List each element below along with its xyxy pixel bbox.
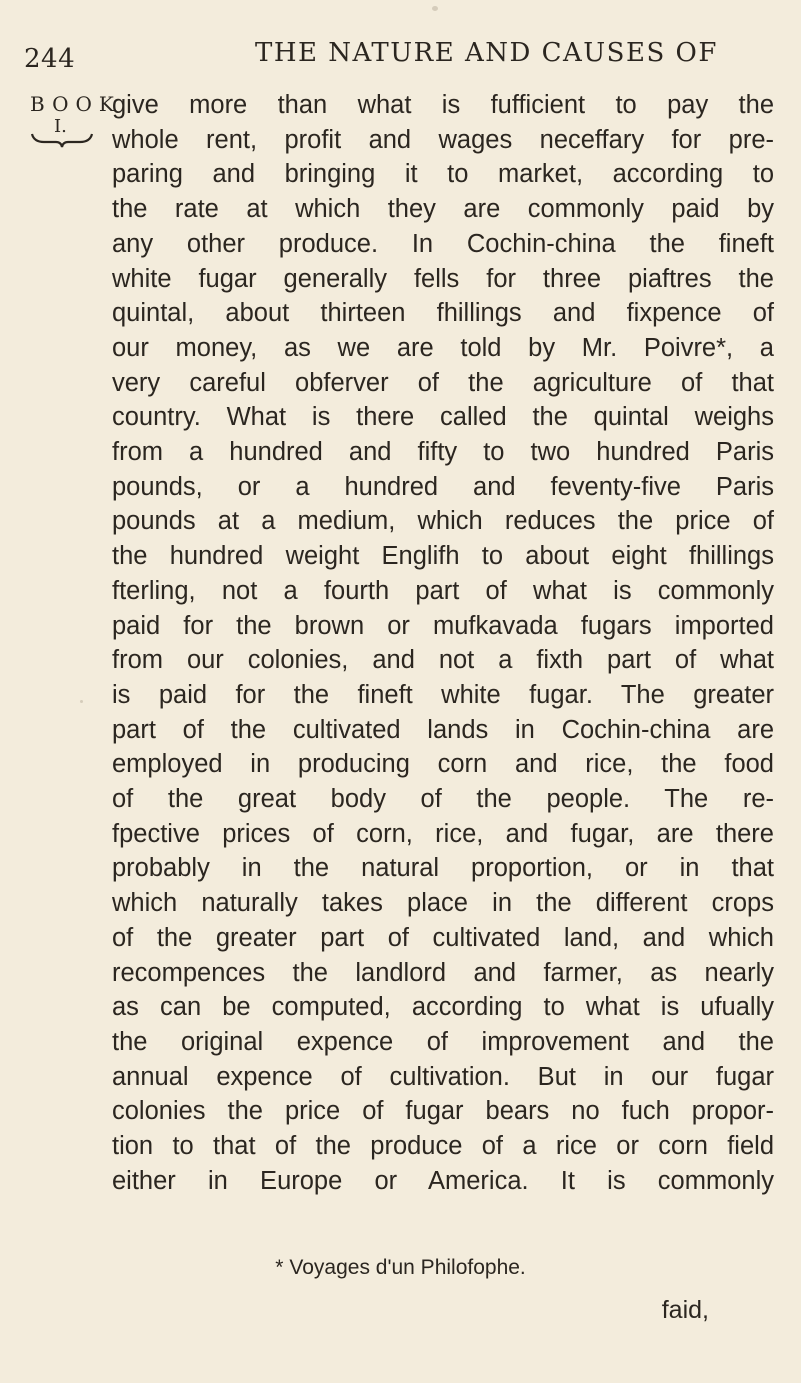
text-line: is paid for the fineft white fugar. The greater	[112, 680, 774, 709]
text-line: the original expence of improvement and the	[112, 1027, 774, 1056]
text-line: which naturally takes place in the different crops	[112, 889, 774, 918]
footnote-text: Voyages d'un Philofophe.	[289, 1256, 526, 1279]
text-line: the hundred weight Englifh to about eight fhillings	[112, 542, 774, 571]
text-line: from our colonies, and not a fixth part of what	[112, 646, 774, 675]
catchword: faid,	[661, 1296, 709, 1324]
text-line: pounds at a medium, which reduces the price of	[112, 507, 774, 536]
text-line: give more than what is fufficient to pay the	[112, 91, 774, 119]
margin-brace-icon	[30, 130, 94, 148]
text-line: tion to that of the produce of a rice or corn field	[112, 1132, 774, 1161]
text-line: recompences the landlord and farmer, as nearly	[112, 958, 774, 987]
text-line: from a hundred and fifty to two hundred Paris	[112, 438, 774, 467]
text-line: very careful obferver of the agriculture of that	[112, 368, 774, 397]
margin-volume-number: I.	[54, 116, 67, 137]
text-line: of the greater part of cultivated land, and which	[112, 923, 774, 952]
text-line: colonies the price of fugar bears no fuch propor-	[112, 1097, 774, 1126]
text-line: white fugar generally fells for three piaftres the	[112, 264, 774, 293]
text-line: part of the cultivated lands in Cochin-china are	[112, 715, 774, 744]
running-title: THE NATURE AND CAUSES OF	[255, 38, 718, 68]
text-line: pounds, or a hundred and feventy-five Paris	[112, 472, 774, 501]
text-line: our money, as we are told by Mr. Poivre*, a	[112, 333, 774, 362]
text-line: probably in the natural proportion, or in that	[112, 854, 774, 883]
text-line: either in Europe or America. It is commonly	[112, 1166, 774, 1195]
text-line: of the great body of the people. The re-	[112, 785, 774, 814]
text-line: paid for the brown or mufkavada fugars imported	[112, 611, 774, 640]
text-line: annual expence of cultivation. But in our fugar	[112, 1062, 774, 1091]
text-line: fterling, not a fourth part of what is commonly	[112, 576, 774, 605]
text-line: fpective prices of corn, rice, and fugar, are there	[112, 819, 774, 848]
paper-speck	[432, 6, 438, 11]
text-line: as can be computed, according to what is ufually	[112, 993, 774, 1022]
text-line: quintal, about thirteen fhillings and fixpence of	[112, 299, 774, 328]
text-line: country. What is there called the quintal weighs	[112, 403, 774, 432]
margin-book-label: BOOK	[30, 92, 121, 116]
footnote	[0, 1256, 801, 1280]
page-number: 244	[24, 44, 76, 74]
text-line: employed in producing corn and rice, the food	[112, 750, 774, 779]
paper-speck	[80, 700, 83, 703]
body-text	[112, 88, 774, 1199]
text-line: paring and bringing it to market, according to	[112, 160, 774, 189]
footnote-marker: *	[275, 1256, 284, 1279]
text-line: any other produce. In Cochin-china the fineft	[112, 229, 774, 258]
text-line: the rate at which they are commonly paid by	[112, 195, 774, 224]
text-line: whole rent, profit and wages neceffary for pre-	[112, 125, 774, 154]
